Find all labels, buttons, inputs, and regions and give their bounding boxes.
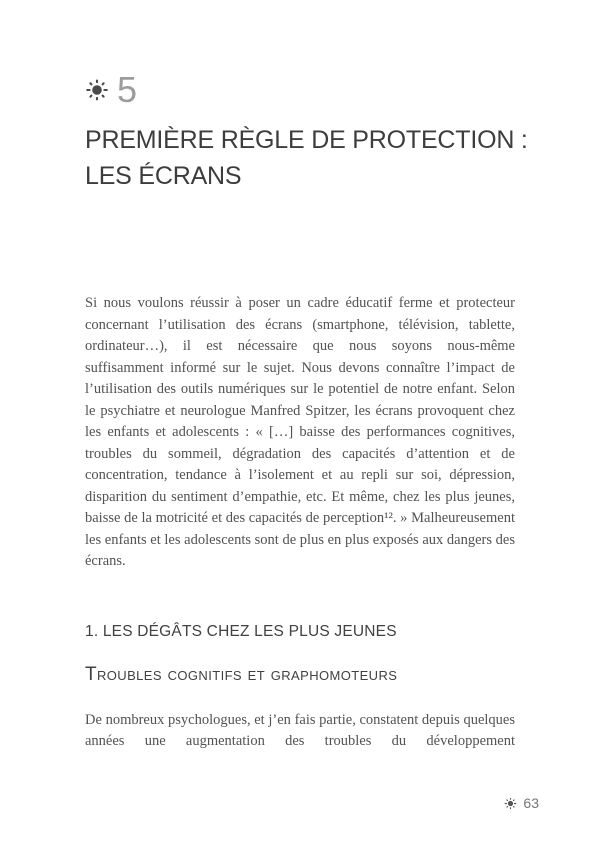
- chapter-title-line-1: PREMIÈRE RÈGLE DE PROTECTION :: [85, 126, 528, 154]
- page-footer: [504, 795, 539, 811]
- body-paragraph-1: Si nous voulons réussir à poser un cadre éducatif ferme et protecteur concernant l’utilisation des écrans (smartphone, télévision, tablette, ordinateur…), il est nécessaire que nous soyons nous-même suffisamment informé sur le sujet. Nous devons connaître l’impact de l’utilisation des outils numériques sur le potentiel de notre enfant. Selon le psychiatre et neurologue Manfred Spitzer, les écrans provoquent chez les enfants et adolescents : « […] baisse des performances cognitives, troubles du sommeil, dégradation des capacités d’attention et de concentration, tendance à l’isolement et au repli sur soi, dépression, disparition du sentiment d’empathie, etc. Et même, chez les plus jeunes, baisse de la motricité et des capacités de perception¹². » Malheureusement les enfants et les adolescents sont de plus en plus exposés aux dangers des écrans.: [85, 295, 515, 569]
- chapter-number: 5: [117, 69, 138, 110]
- subsection-heading: Troubles cognitifs et graphomoteurs: [85, 663, 398, 685]
- sun-icon: [85, 78, 109, 102]
- chapter-title-line-2: LES ÉCRANS: [85, 162, 242, 190]
- sun-icon: [504, 797, 517, 810]
- chapter-title: [85, 122, 528, 194]
- page-number: 63: [523, 795, 539, 811]
- body-paragraph-2: De nombreux psychologues, et j’en fais partie, constatent depuis quelques années une augmentation des troubles du développement: [85, 711, 515, 749]
- section-heading: 1. LES DÉGÂTS CHEZ LES PLUS JEUNES: [85, 622, 397, 640]
- chapter-header: [85, 0, 515, 108]
